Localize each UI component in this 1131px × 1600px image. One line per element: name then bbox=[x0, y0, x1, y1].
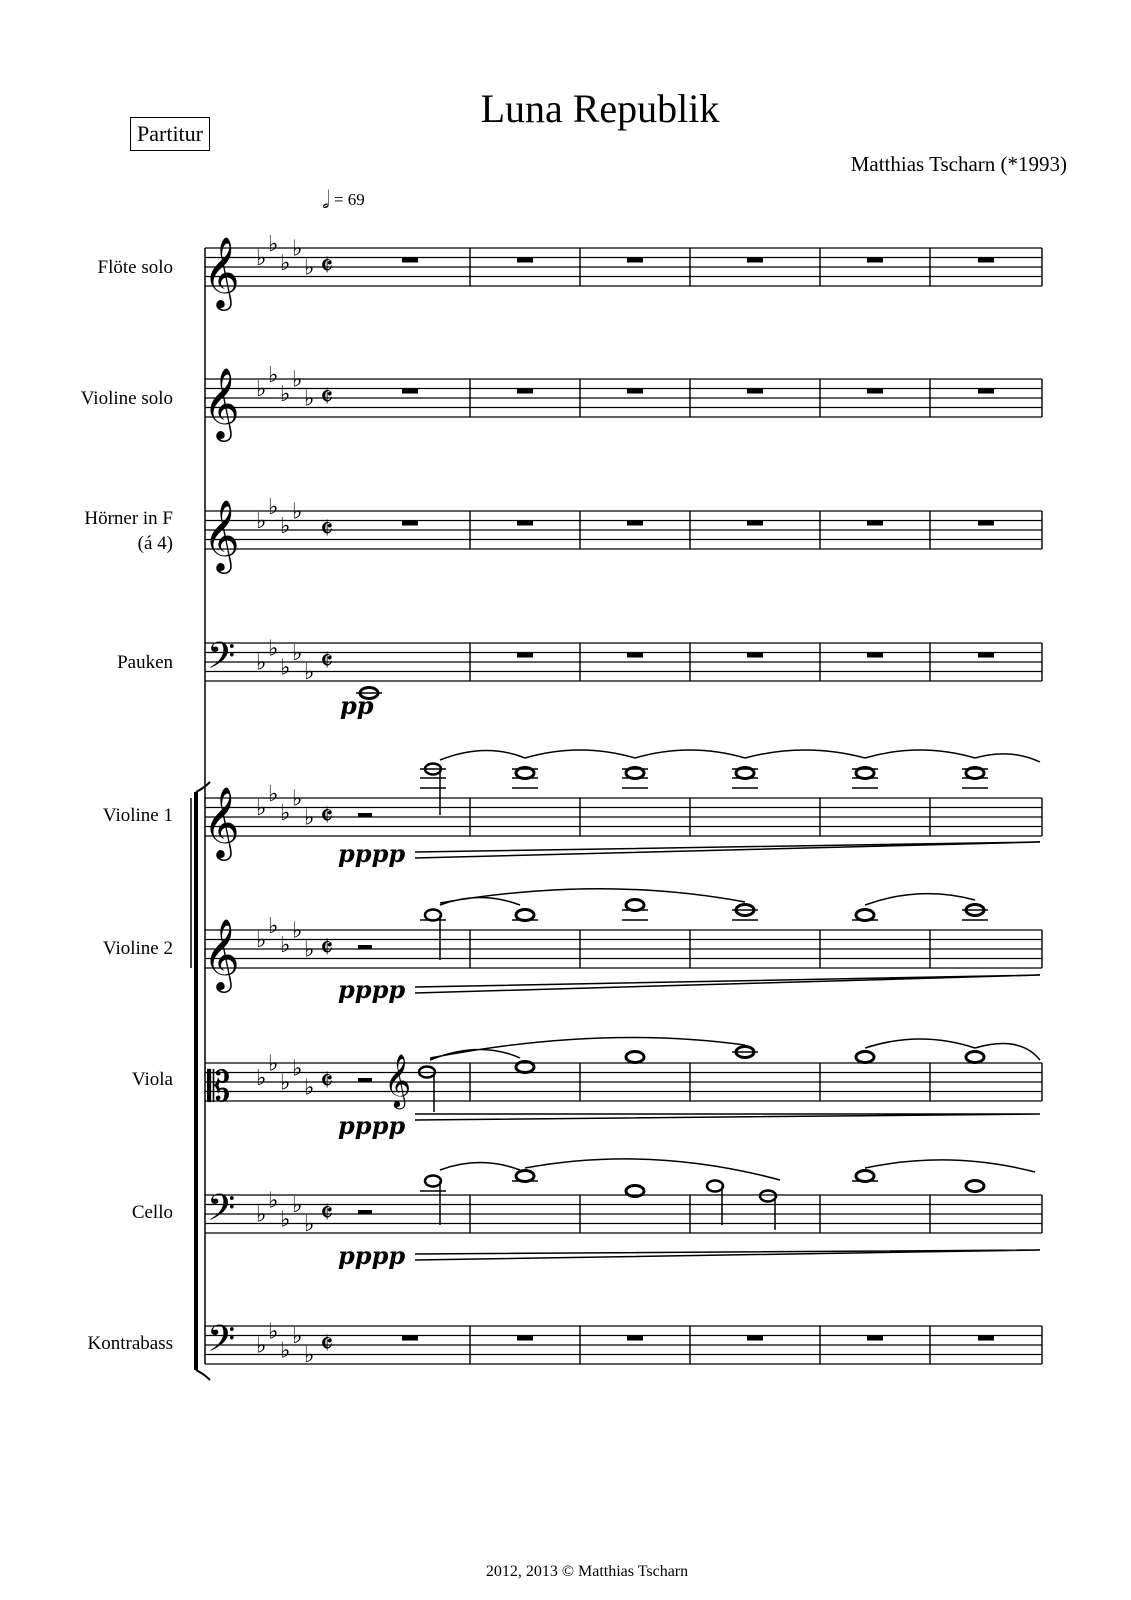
whole-rest bbox=[867, 653, 883, 658]
flat-icon: ♭ bbox=[304, 937, 315, 963]
whole-rest bbox=[627, 258, 643, 263]
whole-rest bbox=[978, 521, 994, 526]
treble-clef-icon: 𝄞 bbox=[203, 498, 240, 571]
crescendo-hairpin bbox=[415, 1250, 1040, 1260]
viola-notes bbox=[384, 1047, 984, 1113]
bass-clef-icon: 𝄢 bbox=[207, 1187, 236, 1238]
flat-icon: ♭ bbox=[304, 805, 315, 831]
whole-rest bbox=[627, 1336, 643, 1341]
whole-rest bbox=[517, 521, 533, 526]
flat-icon: ♭ bbox=[292, 236, 303, 262]
whole-rest bbox=[402, 521, 418, 526]
half-rest bbox=[358, 1078, 372, 1082]
dynamic-pppp: pppp bbox=[338, 975, 406, 1004]
whole-rest bbox=[978, 1336, 994, 1341]
flat-icon: ♭ bbox=[292, 1056, 303, 1082]
dynamic-pppp: pppp bbox=[338, 1241, 406, 1270]
half-rest bbox=[358, 813, 372, 817]
flat-icon: ♭ bbox=[256, 1202, 267, 1228]
flat-icon: ♭ bbox=[268, 1319, 279, 1345]
whole-rest bbox=[978, 389, 994, 394]
cello-notes bbox=[420, 1171, 984, 1231]
flat-icon: ♭ bbox=[256, 650, 267, 676]
flat-icon: ♭ bbox=[304, 255, 315, 281]
whole-rest bbox=[747, 258, 763, 263]
instrument-label-violin-2: Violine 2 bbox=[102, 938, 173, 959]
cut-time-icon: 𝄵 bbox=[320, 1327, 334, 1362]
whole-rest bbox=[747, 389, 763, 394]
whole-rest bbox=[627, 389, 643, 394]
whole-rest bbox=[517, 1336, 533, 1341]
page-title: Luna Republik bbox=[480, 86, 720, 131]
instrument-label-cello: Cello bbox=[131, 1202, 173, 1223]
whole-rest bbox=[747, 1336, 763, 1341]
flat-icon: ♭ bbox=[256, 1065, 267, 1091]
whole-rest bbox=[627, 653, 643, 658]
whole-rest bbox=[402, 389, 418, 394]
tie-arc bbox=[440, 750, 1040, 762]
whole-rest bbox=[747, 521, 763, 526]
flat-icon: ♭ bbox=[268, 494, 279, 520]
flat-icon: ♭ bbox=[256, 928, 267, 953]
flat-icon: ♭ bbox=[292, 1193, 303, 1218]
flat-icon: ♭ bbox=[256, 509, 267, 534]
flat-icon: ♭ bbox=[268, 362, 279, 388]
alto-clef-icon: 𝄡 bbox=[207, 1062, 231, 1111]
instrument-label-viola: Viola bbox=[131, 1069, 173, 1090]
cut-time-icon: 𝄵 bbox=[320, 512, 334, 547]
bass-clef-icon: 𝄢 bbox=[207, 1318, 236, 1369]
cut-time-icon: 𝄵 bbox=[320, 799, 334, 834]
flat-icon: ♭ bbox=[280, 250, 291, 276]
flat-icon: ♭ bbox=[268, 636, 279, 662]
treble-clef-icon: 𝄞 bbox=[203, 366, 240, 439]
flat-icon: ♭ bbox=[280, 1207, 291, 1233]
whole-rest bbox=[517, 653, 533, 658]
flat-icon: ♭ bbox=[304, 660, 315, 685]
part-label: Partitur bbox=[130, 117, 210, 151]
whole-rest bbox=[978, 258, 994, 263]
flat-icon: ♭ bbox=[304, 1075, 315, 1101]
crescendo-hairpin bbox=[415, 1114, 1040, 1120]
crescendo-hairpin bbox=[415, 842, 1040, 858]
instrument-sublabel-horns: (á 4) bbox=[137, 533, 173, 554]
whole-rest bbox=[517, 389, 533, 394]
cut-time-icon: 𝄵 bbox=[320, 249, 334, 284]
cut-time-icon: 𝄵 bbox=[320, 380, 334, 415]
flat-icon: ♭ bbox=[292, 1324, 303, 1349]
flat-icon: ♭ bbox=[292, 786, 303, 812]
slur-arc bbox=[440, 1159, 1035, 1180]
instrument-label-timpani: Pauken bbox=[117, 652, 173, 673]
crescendo-hairpin bbox=[415, 975, 1040, 993]
flat-icon: ♭ bbox=[292, 641, 303, 666]
instrument-label-violin-1: Violine 1 bbox=[102, 805, 173, 826]
composer-name: Matthias Tscharn (*1993) bbox=[850, 152, 1067, 176]
whole-rest bbox=[747, 653, 763, 658]
flat-icon: ♭ bbox=[304, 1343, 315, 1368]
flat-icon: ♭ bbox=[280, 655, 291, 681]
flat-icon: ♭ bbox=[280, 932, 291, 958]
cut-time-icon: 𝄵 bbox=[320, 1196, 334, 1231]
copyright-footer: 2012, 2013 © Matthias Tscharn bbox=[485, 1563, 689, 1580]
whole-rest bbox=[867, 258, 883, 263]
flat-icon: ♭ bbox=[280, 1070, 291, 1096]
flat-icon: ♭ bbox=[256, 377, 267, 402]
whole-rest bbox=[867, 389, 883, 394]
flat-icon: ♭ bbox=[268, 231, 279, 257]
flat-icon: ♭ bbox=[256, 1333, 267, 1359]
flat-icon: ♭ bbox=[292, 499, 303, 525]
whole-rest bbox=[978, 653, 994, 658]
flat-icon: ♭ bbox=[304, 1212, 315, 1237]
flat-icon: ♭ bbox=[268, 1188, 279, 1214]
slur-arc bbox=[440, 889, 975, 905]
half-rest bbox=[358, 945, 372, 949]
flat-icon: ♭ bbox=[292, 367, 303, 393]
flat-icon: ♭ bbox=[292, 918, 303, 944]
whole-rest bbox=[402, 1336, 418, 1341]
whole-rest bbox=[517, 258, 533, 263]
whole-rest bbox=[867, 1336, 883, 1341]
flat-icon: ♭ bbox=[280, 513, 291, 539]
flat-icon: ♭ bbox=[280, 381, 291, 407]
flat-icon: ♭ bbox=[280, 1338, 291, 1364]
whole-rest bbox=[402, 258, 418, 263]
instrument-label-horns: Hörner in F bbox=[84, 508, 173, 529]
dynamic-pppp: pppp bbox=[338, 839, 406, 868]
instrument-label-contrabass: Kontrabass bbox=[87, 1333, 173, 1354]
tempo-value: = 69 bbox=[333, 190, 365, 209]
treble-clef-icon: 𝄞 bbox=[203, 785, 240, 858]
half-note-icon: 𝅗𝅥 bbox=[322, 188, 330, 214]
flat-icon: ♭ bbox=[280, 800, 291, 826]
bracket-hook bbox=[196, 1370, 210, 1380]
dynamic-pp: pp bbox=[340, 691, 374, 720]
flat-icon: ♭ bbox=[268, 913, 279, 939]
instrument-label-violin-solo: Violine solo bbox=[80, 388, 173, 409]
treble-clef-icon: 𝄞 bbox=[203, 917, 240, 990]
whole-rest bbox=[627, 521, 643, 526]
instrument-label-flute: Flöte solo bbox=[97, 257, 173, 278]
whole-rest bbox=[867, 521, 883, 526]
flat-icon: ♭ bbox=[268, 1051, 279, 1077]
dynamic-pppp: pppp bbox=[338, 1111, 406, 1140]
slur-arc bbox=[430, 1037, 1040, 1060]
cut-time-icon: 𝄵 bbox=[320, 1064, 334, 1099]
half-rest bbox=[358, 1210, 372, 1214]
clef-treble-change-icon: 𝄞 bbox=[384, 1055, 412, 1106]
bass-clef-icon: 𝄢 bbox=[207, 635, 236, 686]
flat-icon: ♭ bbox=[304, 386, 315, 412]
flat-icon: ♭ bbox=[268, 781, 279, 807]
flat-icon: ♭ bbox=[256, 246, 267, 271]
cut-time-icon: 𝄵 bbox=[320, 644, 334, 679]
cut-time-icon: 𝄵 bbox=[320, 931, 334, 966]
treble-clef-icon: 𝄞 bbox=[203, 235, 240, 308]
flat-icon: ♭ bbox=[256, 796, 267, 821]
